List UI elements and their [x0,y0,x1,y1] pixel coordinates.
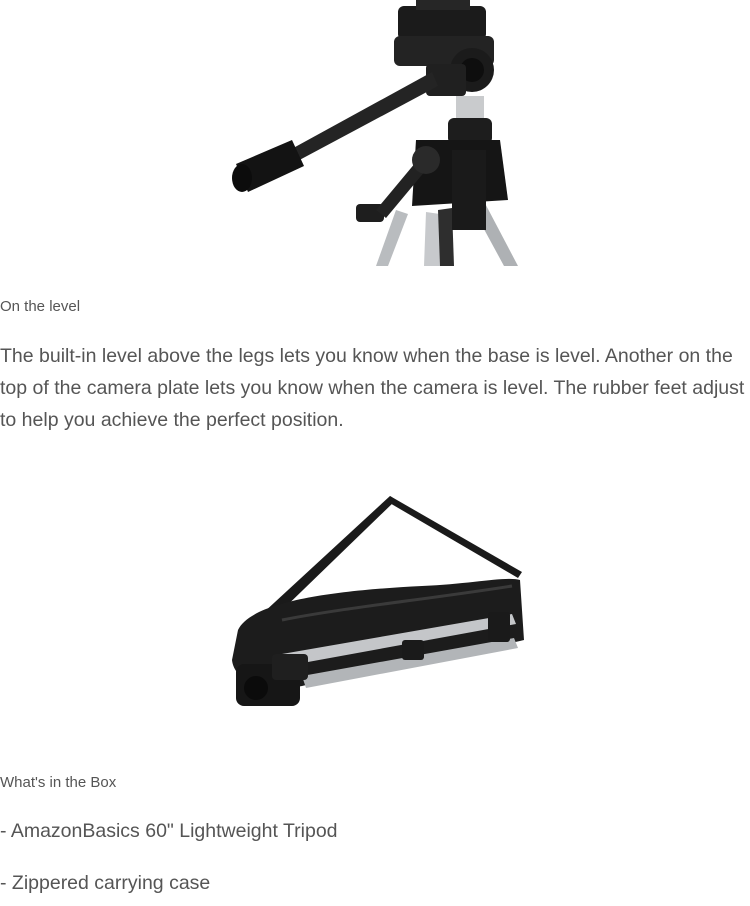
section-caption: What's in the Box [0,774,117,791]
section-body-text: The built-in level above the legs lets you know when the base is level. Another on the top of the camera plate lets you know when the camera is level. The rubber feet adjust to help you achieve the perfect position. [0,345,745,431]
box-contents-item: - Zippered carrying case [0,872,211,894]
tripod-head-image [226,0,526,266]
carrying-case-image [222,490,528,718]
section-caption: On the level [0,298,81,315]
box-contents-item: - AmazonBasics 60" Lightweight Tripod [0,820,338,842]
